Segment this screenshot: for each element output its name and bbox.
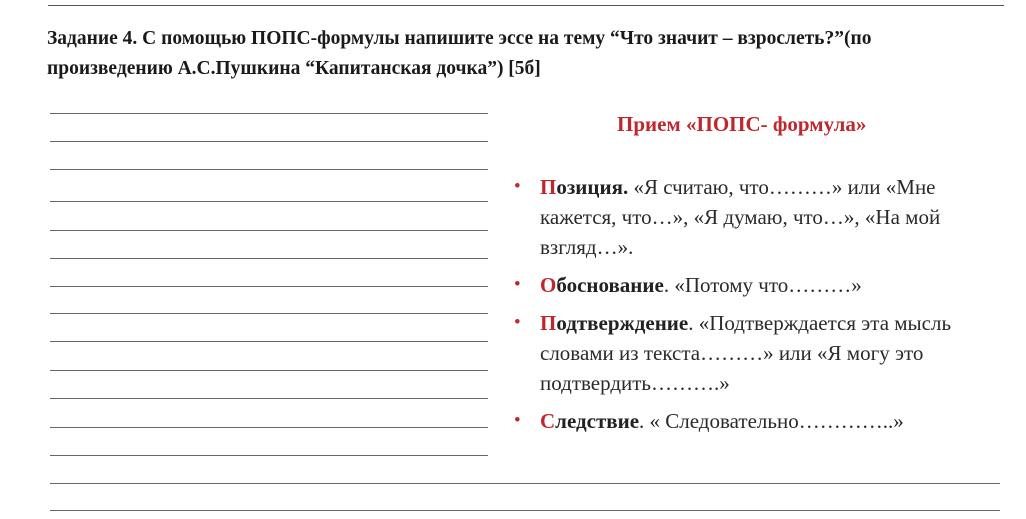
writing-line-full[interactable] [50, 510, 1000, 511]
item-key: Подтверждение [540, 311, 689, 335]
writing-line[interactable] [50, 370, 488, 371]
task-line-2: произведению А.С.Пушкина “Капитанская дочка”) [5б] [47, 58, 541, 79]
task-line-1: Задание 4. С помощью ПОПС-формулы напишите эссе на тему “Что значит – взрослеть?”(по [47, 28, 872, 49]
list-item-confirmation [514, 308, 1014, 398]
writing-line[interactable] [50, 113, 488, 114]
bullet-icon: • [514, 176, 521, 197]
writing-line[interactable] [50, 455, 488, 456]
list-item-position [514, 172, 1014, 262]
item-text: . «Подтверждается эта мысль словами из текста………» или «Я могу это подтвердить……….» [540, 311, 952, 395]
item-key: Обоснование [540, 273, 664, 297]
bullet-icon: • [514, 312, 521, 333]
list-item-consequence [514, 406, 1014, 436]
writing-line[interactable] [50, 398, 488, 399]
writing-line[interactable] [50, 169, 488, 170]
writing-line-full[interactable] [50, 483, 1000, 484]
item-key: Позиция. [540, 175, 629, 199]
item-text: . «Потому что………» [663, 273, 862, 297]
writing-line[interactable] [50, 141, 488, 142]
method-title: Прием «ПОПС- формула» [617, 112, 867, 136]
bullet-icon: • [514, 274, 521, 295]
task-heading [47, 24, 1012, 84]
bullet-icon: • [514, 410, 521, 431]
writing-line[interactable] [50, 230, 488, 231]
writing-line[interactable] [50, 286, 488, 287]
item-text: «Я считаю, что………» или «Мне кажется, что…», «Я думаю, что…», «На мой взгляд…». [540, 175, 941, 259]
item-key: Следствие [540, 409, 640, 433]
list-item-justification [514, 270, 1014, 300]
popf-list [514, 172, 1014, 436]
writing-line[interactable] [50, 201, 488, 202]
item-text: . « Следовательно…………..» [639, 409, 904, 433]
top-rule [48, 5, 1004, 6]
writing-line[interactable] [50, 427, 488, 428]
writing-line[interactable] [50, 341, 488, 342]
writing-line[interactable] [50, 258, 488, 259]
writing-line[interactable] [50, 313, 488, 314]
